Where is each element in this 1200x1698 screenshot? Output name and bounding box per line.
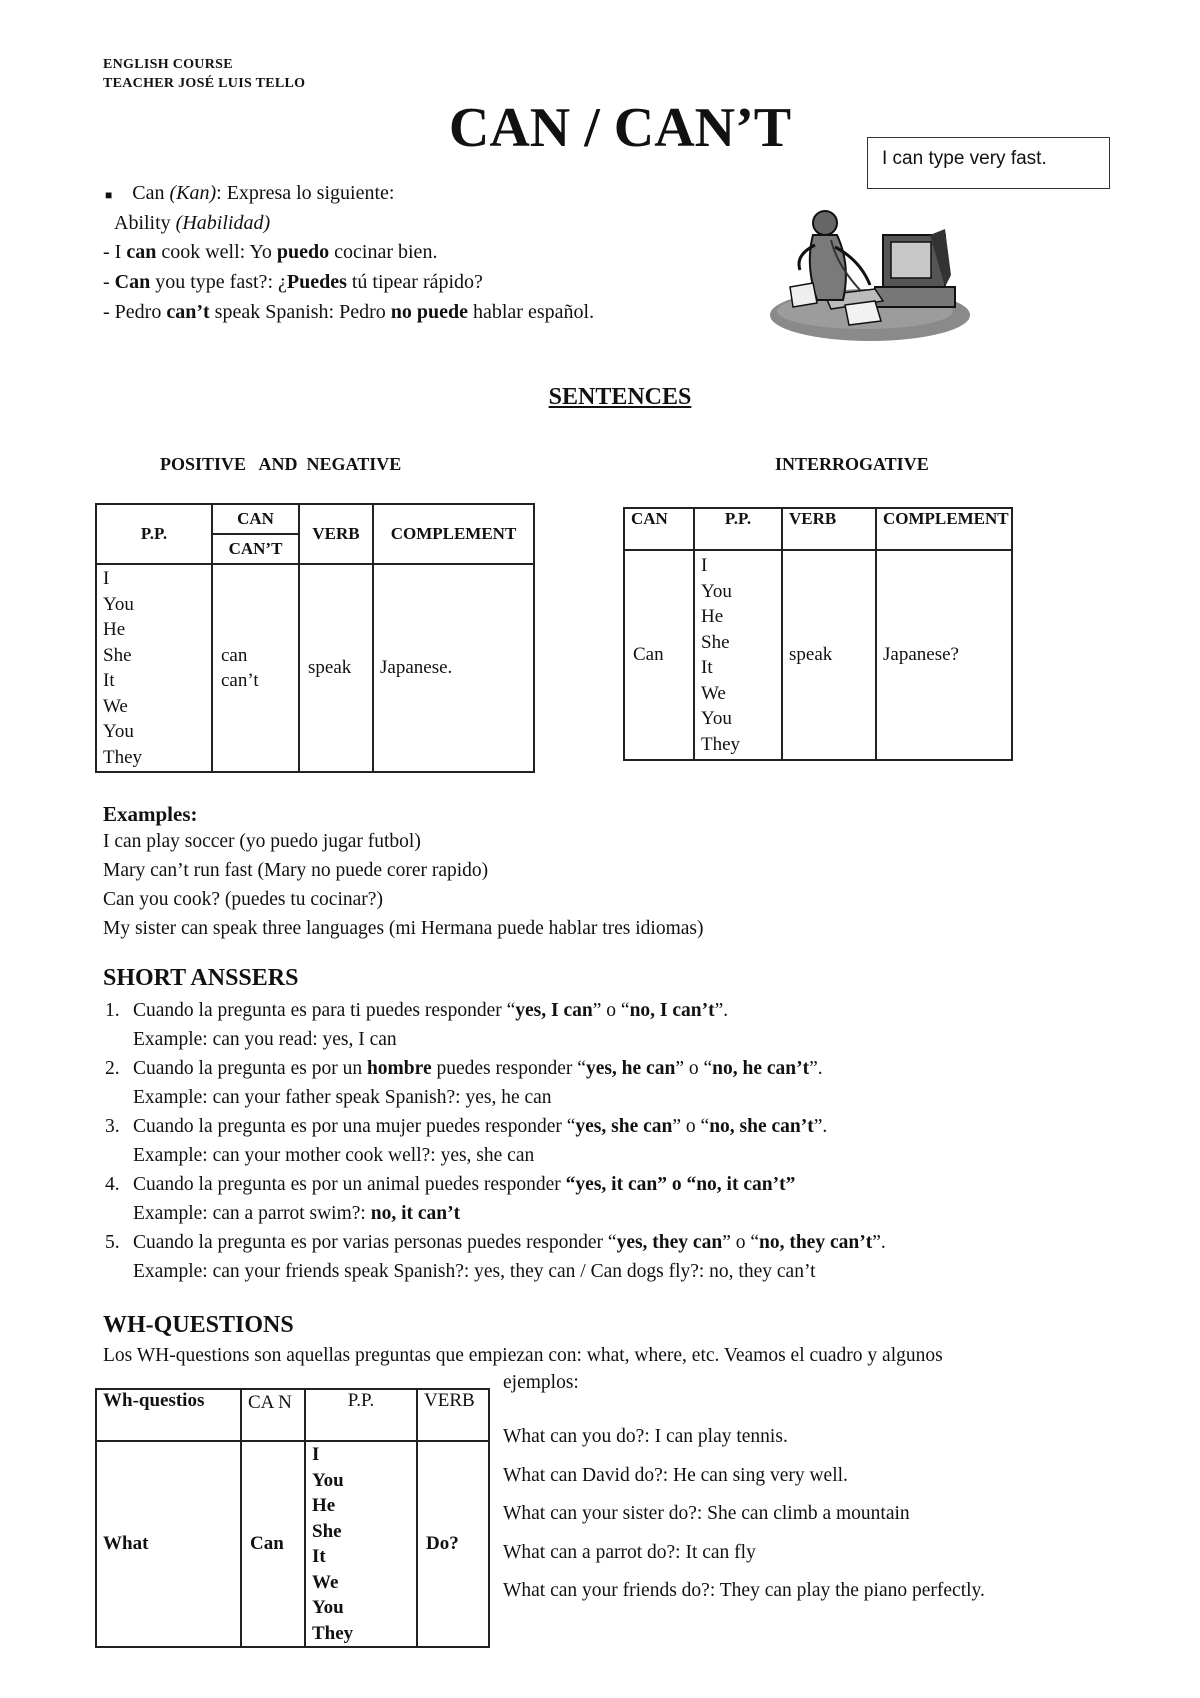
cant-header: CAN’T xyxy=(212,534,299,564)
short-answer-item: 1. Cuando la pregunta es para ti puedes responder “yes, I can” o “no, I can’t”. Example: can you read: yes, I can xyxy=(105,1000,729,1050)
ability-es: (Habilidad) xyxy=(175,212,271,234)
bullet-icon: ■ xyxy=(105,188,113,202)
example-line: My sister can speak three languages (mi Hermana puede hablar tres idiomas) xyxy=(103,918,704,939)
intro-line xyxy=(105,179,394,210)
wh-table xyxy=(95,1388,490,1648)
can-word: Can xyxy=(132,182,165,204)
wh-example-line: What can a parrot do?: It can fly xyxy=(503,1541,756,1563)
pronoun-list: I You He She It We You They xyxy=(96,564,212,772)
intro-example-2: - Can you type fast?: ¿Puedes tú tipear rápido? xyxy=(103,271,483,293)
int-pronoun-list: I You He She It We You They xyxy=(694,550,782,760)
intro-desc: : Expresa lo siguiente: xyxy=(216,182,395,204)
int-verb-cell: speak xyxy=(782,550,876,760)
typing-person-illustration xyxy=(765,205,970,345)
teacher-label: TEACHER JOSÉ LUIS TELLO xyxy=(103,76,306,91)
verb-header: VERB xyxy=(299,504,373,564)
example-line: I can play soccer (yo puedo jugar futbol) xyxy=(103,831,421,852)
wh-intro-2: ejemplos: xyxy=(503,1372,579,1393)
short-answers-list xyxy=(97,996,1137,1286)
wh-word-cell: What xyxy=(96,1441,241,1647)
wh-header: Wh-questios xyxy=(96,1389,241,1441)
speech-box: I can type very fast. xyxy=(867,137,1110,189)
ability-line xyxy=(114,209,270,238)
complement-header: COMPLEMENT xyxy=(373,504,534,564)
ability-label: Ability xyxy=(114,212,171,234)
wh-example-line: What can David do?: He can sing very well. xyxy=(503,1464,848,1486)
examples-title: Examples: xyxy=(103,802,198,826)
example-line: Can you cook? (puedes tu cocinar?) xyxy=(103,889,383,910)
short-answer-item: 4. Cuando la pregunta es por un animal puedes responder “yes, it can” o “no, it can’t” Example: can a parrot swim?: no, it can’t xyxy=(105,1174,796,1224)
wh-intro-1: Los WH-questions son aquellas preguntas que empiezan con: what, where, etc. Veamos el cuadro y algunos xyxy=(103,1345,943,1366)
wh-example-line: What can your sister do?: She can climb a mountain xyxy=(503,1503,910,1524)
wh-verb-header: VERB xyxy=(417,1389,489,1441)
can-header: CAN xyxy=(212,504,299,534)
int-can-header: CAN xyxy=(624,508,694,550)
interrogative-label: INTERROGATIVE xyxy=(775,454,929,474)
complement-cell: Japanese. xyxy=(373,564,534,772)
wh-title: WH-QUESTIONS xyxy=(103,1312,294,1338)
wh-can-header: CA N xyxy=(241,1389,305,1441)
wh-pronoun-list: I You He She It We You They xyxy=(305,1441,417,1647)
intro-example-1: - I can cook well: Yo puedo cocinar bien. xyxy=(103,241,438,263)
positive-negative-table xyxy=(95,503,535,773)
verb-cell: speak xyxy=(299,564,373,772)
wh-verb-cell: Do? xyxy=(417,1441,489,1647)
pp-header: P.P. xyxy=(96,504,212,564)
modal-cell: can can’t xyxy=(212,564,299,772)
interrogative-table xyxy=(623,507,1013,761)
intro-example-3: - Pedro can’t speak Spanish: Pedro no puede hablar español. xyxy=(103,301,595,323)
wh-example-line: What can you do?: I can play tennis. xyxy=(503,1426,788,1447)
short-answer-item: 5. Cuando la pregunta es por varias personas puedes responder “yes, they can” o “no, they can’t”. Example: can your friends speak Spanish?: yes, they can / Can dogs fly?: no, they can’t xyxy=(105,1232,886,1282)
sentences-title: SENTENCES xyxy=(548,384,692,410)
wh-example-line: What can your friends do?: They can play the piano perfectly. xyxy=(503,1580,985,1601)
int-complement-cell: Japanese? xyxy=(876,550,1012,760)
int-verb-header: VERB xyxy=(782,508,876,550)
int-pp-header: P.P. xyxy=(694,508,782,550)
short-answers-title: SHORT ANSSERS xyxy=(103,965,299,991)
pos-neg-label: POSITIVE AND NEGATIVE xyxy=(160,454,402,474)
can-pronunciation: (Kan) xyxy=(169,182,217,204)
example-line: Mary can’t run fast (Mary no puede corer rapido) xyxy=(103,860,489,881)
int-modal-cell: Can xyxy=(624,550,694,760)
wh-can-cell: Can xyxy=(241,1441,305,1647)
short-answer-item: 2. Cuando la pregunta es por un hombre puedes responder “yes, he can” o “no, he can’t”. Example: can your father speak Spanish?: yes, he can xyxy=(105,1058,823,1108)
wh-examples xyxy=(503,1418,985,1611)
wh-pp-header: P.P. xyxy=(305,1389,417,1441)
page-title: CAN / CAN’T xyxy=(448,97,792,159)
int-complement-header: COMPLEMENT xyxy=(876,508,1012,550)
examples-list xyxy=(103,827,704,943)
course-label: ENGLISH COURSE xyxy=(103,57,233,72)
short-answer-item: 3. Cuando la pregunta es por una mujer puedes responder “yes, she can” o “no, she can’t”. Example: can your mother cook well?: yes, she can xyxy=(105,1116,828,1166)
